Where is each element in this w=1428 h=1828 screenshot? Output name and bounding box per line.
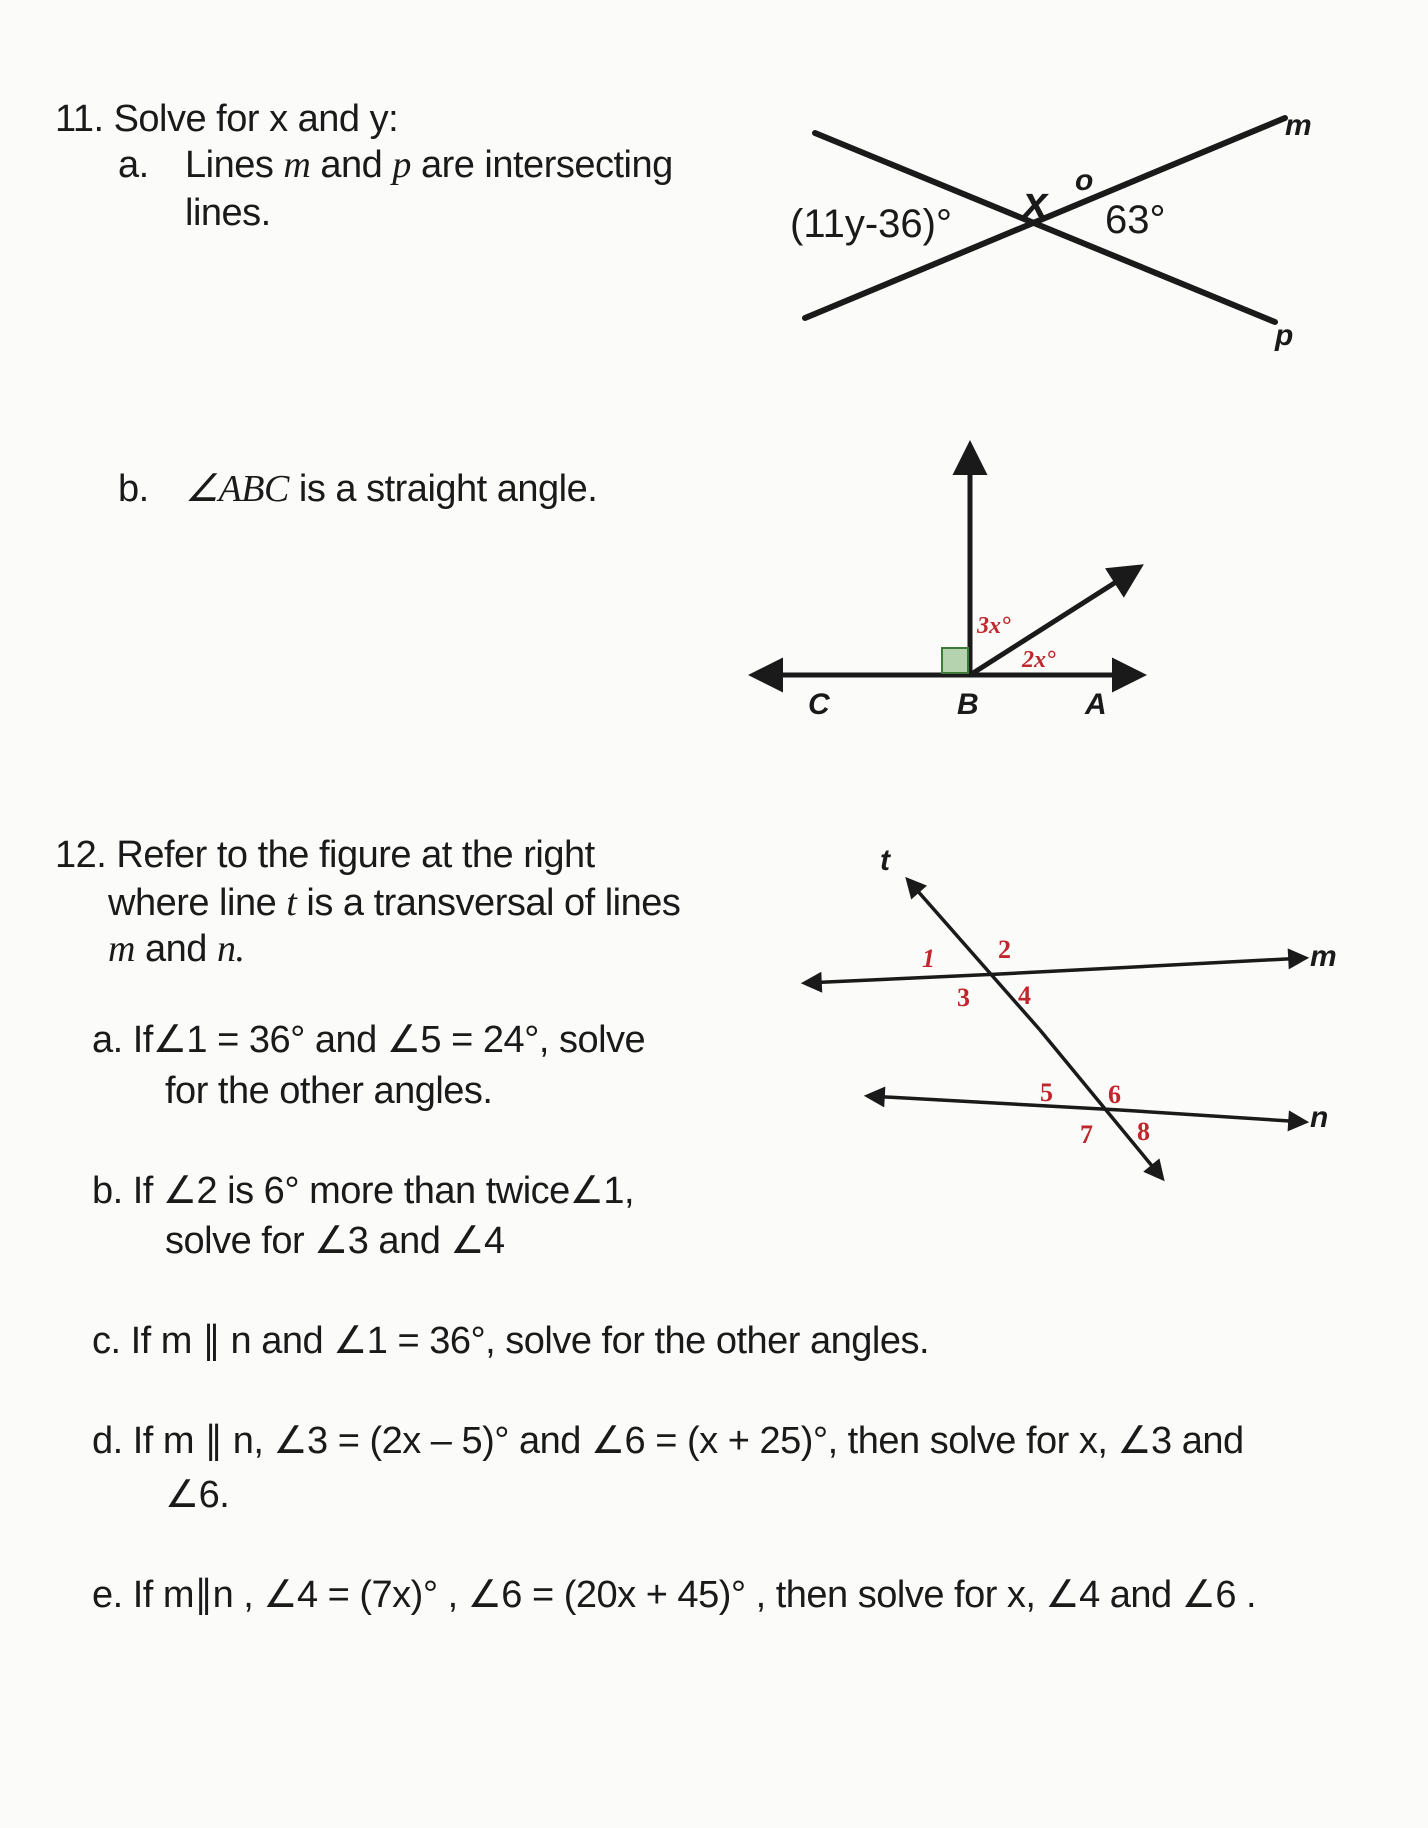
q12-var-t: t [286, 882, 297, 924]
q11b-text: is a straight angle. [288, 468, 598, 510]
angle-4: 4 [1018, 981, 1031, 1010]
q12d-line1: d. If m ∥ n, ∠3 = (2x – 5)° and ∠6 = (x + 25)°, then solve for x, ∠3 and [92, 1420, 1244, 1462]
angle-label-degree-o: o [1075, 164, 1094, 197]
line-t-12-down [1040, 1030, 1162, 1178]
line-label-m-12: m [1310, 940, 1337, 973]
line-label-t: t [880, 844, 890, 877]
q12-var-m: m [108, 928, 135, 970]
q12-heading-line3-and: and [134, 928, 217, 970]
q11b-marker: b. [118, 468, 149, 510]
q12-heading-line2-pre: where line [108, 882, 287, 924]
angle-label-11y-36: (11y-36)° [790, 202, 952, 246]
figure-11a-intersecting-lines [790, 109, 1312, 352]
q11a-line2: lines. [185, 192, 271, 234]
angle-label-2x: 2x° [1022, 647, 1056, 673]
angle-3: 3 [957, 983, 970, 1012]
q12-heading-line1: 12. Refer to the figure at the right [55, 834, 595, 876]
q12-heading-line2-post: is a transversal of lines [296, 882, 681, 924]
angle-label-63: 63° [1105, 198, 1166, 242]
q12a-line1: a. If∠1 = 36° and ∠5 = 24°, solve [92, 1019, 646, 1061]
q12b-line1: b. If ∠2 is 6° more than twice∠1, [92, 1170, 635, 1212]
q11a-marker: a. [118, 144, 149, 186]
angle-2: 2 [998, 935, 1011, 964]
q12b-line2: solve for ∠3 and ∠4 [165, 1220, 505, 1262]
angle-6: 6 [1108, 1080, 1121, 1109]
angle-1: 1 [922, 944, 935, 973]
angle-7: 7 [1080, 1120, 1093, 1149]
figure-12-transversal [805, 844, 1337, 1178]
line-label-p: p [1275, 319, 1294, 352]
line-m-12 [805, 974, 1000, 983]
q11a-var-m: m [283, 144, 311, 186]
line-label-m: m [1285, 109, 1312, 142]
line-n-12 [868, 1096, 1120, 1110]
angle-8: 8 [1137, 1117, 1150, 1146]
q11-heading: 11. Solve for x and y: [55, 98, 399, 140]
angle-5: 5 [1040, 1078, 1053, 1107]
q11a-text-pre: Lines [185, 144, 284, 186]
q12a-line2: for the other angles. [165, 1070, 493, 1112]
q11b-angle-abc: ∠ABC [185, 468, 289, 510]
right-angle-mark [942, 648, 968, 673]
point-label-b: B [957, 688, 979, 721]
q11a-var-p: p [392, 144, 411, 186]
q12e-line: e. If m∥n , ∠4 = (7x)° , ∠6 = (20x + 45)° , then solve for x, ∠4 and ∠6 . [92, 1574, 1257, 1616]
line-m-12-right [1000, 958, 1305, 974]
angle-label-3x: 3x° [977, 613, 1011, 639]
figure-11b-straight-angle [755, 447, 1140, 721]
q11a-text-and: and [310, 144, 393, 186]
angle-label-x: x [1023, 178, 1048, 227]
q12d-line2: ∠6. [165, 1474, 230, 1516]
q12c-line: c. If m ∥ n and ∠1 = 36°, solve for the other angles. [92, 1320, 930, 1362]
point-label-a: A [1085, 688, 1107, 721]
q12-var-n: n. [216, 928, 245, 970]
point-label-c: C [808, 688, 830, 721]
q11a-text-post: are intersecting [410, 144, 673, 186]
line-label-n-12: n [1310, 1101, 1329, 1134]
